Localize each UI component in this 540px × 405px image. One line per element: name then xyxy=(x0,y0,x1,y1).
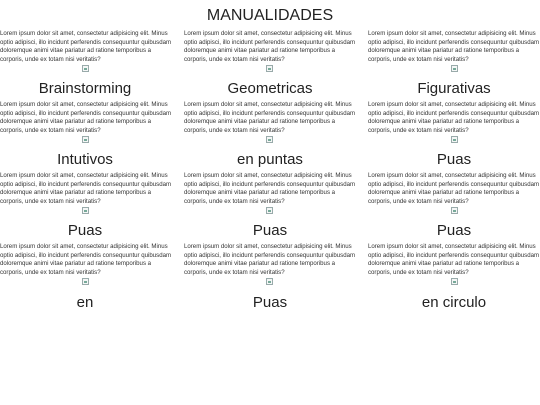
card-description: Lorem ipsum dolor sit amet, consectetur adipisicing elit. Minus optio adipisci, illo incidunt perferendis consequuntur quibusdam doloremque animi vitae pariatur ad ratione temporibus a corporis, unde ex totam nisi veritatis? xyxy=(0,101,172,134)
page-title: MANUALIDADES xyxy=(206,7,334,24)
card-description: Lorem ipsum dolor sit amet, consectetur adipisicing elit. Minus optio adipisci, illo incidunt perferendis consequuntur quibusdam doloremque animi vitae pariatur ad ratione temporibus a corporis, unde ex totam nisi veritatis? xyxy=(184,172,356,205)
broken-image-icon xyxy=(82,65,89,72)
card-heading: Puas xyxy=(436,222,472,239)
card-heading: Puas xyxy=(436,151,472,168)
card-description: Lorem ipsum dolor sit amet, consectetur adipisicing elit. Minus optio adipisci, illo incidunt perferendis consequuntur quibusdam doloremque animi vitae pariatur ad ratione temporibus a corporis, unde ex totam nisi veritatis? xyxy=(368,172,540,205)
card-heading: en xyxy=(76,294,94,311)
broken-image-icon xyxy=(266,65,273,72)
broken-image-icon xyxy=(82,207,89,214)
card-description: Lorem ipsum dolor sit amet, consectetur adipisicing elit. Minus optio adipisci, illo incidunt perferendis consequuntur quibusdam doloremque animi vitae pariatur ad ratione temporibus a corporis, unde ex totam nisi veritatis? xyxy=(184,30,356,63)
card-heading: Intutivos xyxy=(57,151,113,168)
card-heading: Puas xyxy=(252,294,288,311)
card-heading: Geometricas xyxy=(227,80,313,97)
broken-image-icon xyxy=(451,65,458,72)
card-heading: en puntas xyxy=(237,151,303,168)
card-description: Lorem ipsum dolor sit amet, consectetur adipisicing elit. Minus optio adipisci, illo incidunt perferendis consequuntur quibusdam doloremque animi vitae pariatur ad ratione temporibus a corporis, unde ex totam nisi veritatis? xyxy=(184,101,356,134)
card-description: Lorem ipsum dolor sit amet, consectetur adipisicing elit. Minus optio adipisci, illo incidunt perferendis consequuntur quibusdam doloremque animi vitae pariatur ad ratione temporibus a corporis, unde ex totam nisi veritatis? xyxy=(0,172,172,205)
card-description: Lorem ipsum dolor sit amet, consectetur adipisicing elit. Minus optio adipisci, illo incidunt perferendis consequuntur quibusdam doloremque animi vitae pariatur ad ratione temporibus a corporis, unde ex totam nisi veritatis? xyxy=(0,243,172,276)
card-description: Lorem ipsum dolor sit amet, consectetur adipisicing elit. Minus optio adipisci, illo incidunt perferendis consequuntur quibusdam doloremque animi vitae pariatur ad ratione temporibus a corporis, unde ex totam nisi veritatis? xyxy=(368,101,540,134)
broken-image-icon xyxy=(266,278,273,285)
card-description: Lorem ipsum dolor sit amet, consectetur adipisicing elit. Minus optio adipisci, illo incidunt perferendis consequuntur quibusdam doloremque animi vitae pariatur ad ratione temporibus a corporis, unde ex totam nisi veritatis? xyxy=(184,243,356,276)
broken-image-icon xyxy=(451,207,458,214)
card-description: Lorem ipsum dolor sit amet, consectetur adipisicing elit. Minus optio adipisci, illo incidunt perferendis consequuntur quibusdam doloremque animi vitae pariatur ad ratione temporibus a corporis, unde ex totam nisi veritatis? xyxy=(368,30,540,63)
broken-image-icon xyxy=(82,136,89,143)
broken-image-icon xyxy=(82,278,89,285)
broken-image-icon xyxy=(266,136,273,143)
card-heading: Figurativas xyxy=(417,80,491,97)
broken-image-icon xyxy=(266,207,273,214)
card-heading: Puas xyxy=(252,222,288,239)
card-heading: Brainstorming xyxy=(38,80,132,97)
card-heading: en circulo xyxy=(421,294,487,311)
card-description: Lorem ipsum dolor sit amet, consectetur adipisicing elit. Minus optio adipisci, illo incidunt perferendis consequuntur quibusdam doloremque animi vitae pariatur ad ratione temporibus a corporis, unde ex totam nisi veritatis? xyxy=(0,30,172,63)
card-heading: Puas xyxy=(67,222,103,239)
card-description: Lorem ipsum dolor sit amet, consectetur adipisicing elit. Minus optio adipisci, illo incidunt perferendis consequuntur quibusdam doloremque animi vitae pariatur ad ratione temporibus a corporis, unde ex totam nisi veritatis? xyxy=(368,243,540,276)
broken-image-icon xyxy=(451,278,458,285)
broken-image-icon xyxy=(451,136,458,143)
